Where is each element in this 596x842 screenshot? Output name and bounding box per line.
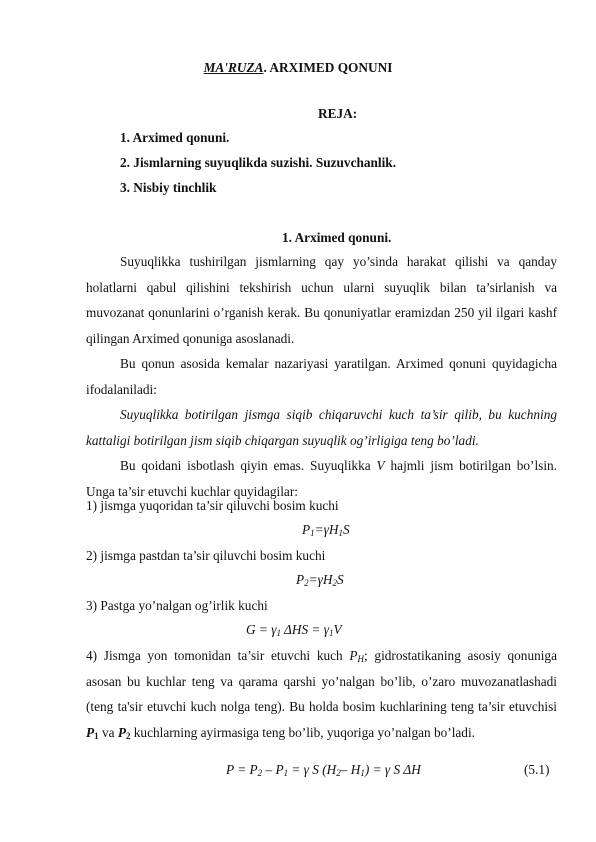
law-statement-text: Suyuqlikka botirilgan jismga siqib chiqaruvchi kuch ta’sir qilib, bu kuchning kattaligi botirilgan jism siqib chiqargan suyuqlik og’irligiga teng bo’ladi. bbox=[86, 407, 557, 448]
f4-s4: 1 bbox=[360, 768, 365, 778]
list-item-4 bbox=[86, 643, 557, 745]
paragraph-intro bbox=[86, 249, 557, 351]
item4-p2: P bbox=[117, 724, 126, 740]
f1-s1: 1 bbox=[310, 528, 315, 538]
f4-b: – P bbox=[262, 762, 284, 777]
f3-s1: 1 bbox=[276, 628, 281, 638]
item4-b: ; gidrostatikaning asosiy qonuniga asosan bu kuchlar teng va qarama qarshi yo’nalgan bo’lib, o’zaro muvozanatlashadi (teng ta'sir etuvchi kuch nolga teng). Bu holda bosim kuchlarining teng ta’sir etuvchisi bbox=[86, 648, 557, 715]
equation-number: (5.1) bbox=[524, 762, 550, 777]
item4-p: P bbox=[349, 648, 358, 663]
f3-a: G = γ bbox=[246, 622, 277, 637]
f4-d: – H bbox=[340, 762, 361, 777]
f3-s2: 1 bbox=[328, 628, 334, 638]
list-item-3: 3) Pastga yo’nalgan og’irlik kuchi bbox=[86, 598, 268, 613]
f4-e: ) = γ S ΔH bbox=[364, 762, 421, 777]
paragraph-theory bbox=[86, 351, 557, 402]
item4-p1: P bbox=[86, 724, 95, 740]
formula-p1 bbox=[302, 522, 350, 538]
title-lead: MA'RUZA bbox=[203, 60, 264, 75]
f4-s3: 2 bbox=[336, 768, 341, 778]
plan-item-1: 1. Arximed qonuni. bbox=[120, 130, 230, 145]
archimedes-law-statement bbox=[86, 402, 557, 453]
f4-s1: 2 bbox=[257, 768, 263, 778]
item4-a: 4) Jismga yon tomonidan ta’sir etuvchi kuch bbox=[86, 648, 350, 663]
f2-c: S bbox=[336, 572, 344, 587]
formula-buoyancy bbox=[226, 762, 421, 778]
item4-c: kuchlarning ayirmasiga teng bo’lib, yuqoriga yo’nalgan bo’ladi. bbox=[130, 724, 475, 740]
f2-b: =γH bbox=[308, 572, 333, 587]
plan-item-2: 2. Jismlarning suyuqlikda suzishi. Suzuvchanlik. bbox=[120, 155, 397, 170]
paragraph-proof bbox=[86, 453, 557, 504]
paragraph-theory-text: Bu qonun asosida kemalar nazariyasi yaratilgan. Arximed qonuni quyidagicha ifodalaniladi: bbox=[86, 356, 557, 397]
item4-p2sub: 2 bbox=[125, 730, 131, 741]
section-heading: 1. Arximed qonuni. bbox=[282, 230, 392, 245]
f3-c: V bbox=[333, 622, 342, 637]
item4-sub: H bbox=[357, 654, 365, 664]
plan-item-3: 3. Nisbiy tinchlik bbox=[120, 180, 217, 195]
document-title bbox=[0, 60, 596, 76]
f1-s2: 1 bbox=[338, 528, 343, 538]
item4-p1sub: 1 bbox=[94, 730, 99, 741]
plan-heading: REJA: bbox=[318, 106, 358, 121]
volume-symbol: V bbox=[376, 458, 385, 473]
f4-c: = γ S (H bbox=[288, 762, 337, 777]
list-item-1: 1) jismga yuqoridan ta’sir qiluvchi bosim kuchi bbox=[86, 498, 339, 513]
proof-text-b: hajmli jism botirilgan bo’lsin. Unga ta’sir etuvchi kuchlar quyidagilar: bbox=[86, 458, 557, 499]
list-item-2: 2) jismga pastdan ta’sir qiluvchi bosim kuchi bbox=[86, 548, 326, 563]
formula-gravity bbox=[246, 622, 342, 638]
f1-c: S bbox=[342, 522, 350, 537]
f1-b: =γH bbox=[314, 522, 339, 537]
f2-a: P bbox=[296, 572, 305, 587]
f2-s1: 2 bbox=[304, 578, 309, 588]
f4-s2: 1 bbox=[283, 768, 289, 778]
formula-p2 bbox=[296, 572, 344, 588]
f1-a: P bbox=[302, 522, 311, 537]
proof-text-a: Bu qoidani isbotlash qiyin emas. Suyuqlikka bbox=[120, 458, 377, 473]
item4-mid: va bbox=[98, 724, 118, 740]
f3-b: ΔHS = γ bbox=[280, 622, 329, 637]
f4-a: P = P bbox=[226, 762, 258, 777]
paragraph-intro-text: Suyuqlikka tushirilgan jismlarning qay yo’sinda harakat qilishi va qanday holatlarni qabul qilishini tekshirish uchun ularni suyuqlik bilan ta’sirlanish va muvozanat qonunlarini o’rganish kerak. Bu qonuniyatlar eramizdan 250 yil ilgari kashf qilingan Arximed qonuniga asoslanadi. bbox=[86, 254, 557, 346]
title-rest: . ARXIMED QONUNI bbox=[263, 60, 393, 75]
f2-s2: 2 bbox=[332, 578, 337, 588]
